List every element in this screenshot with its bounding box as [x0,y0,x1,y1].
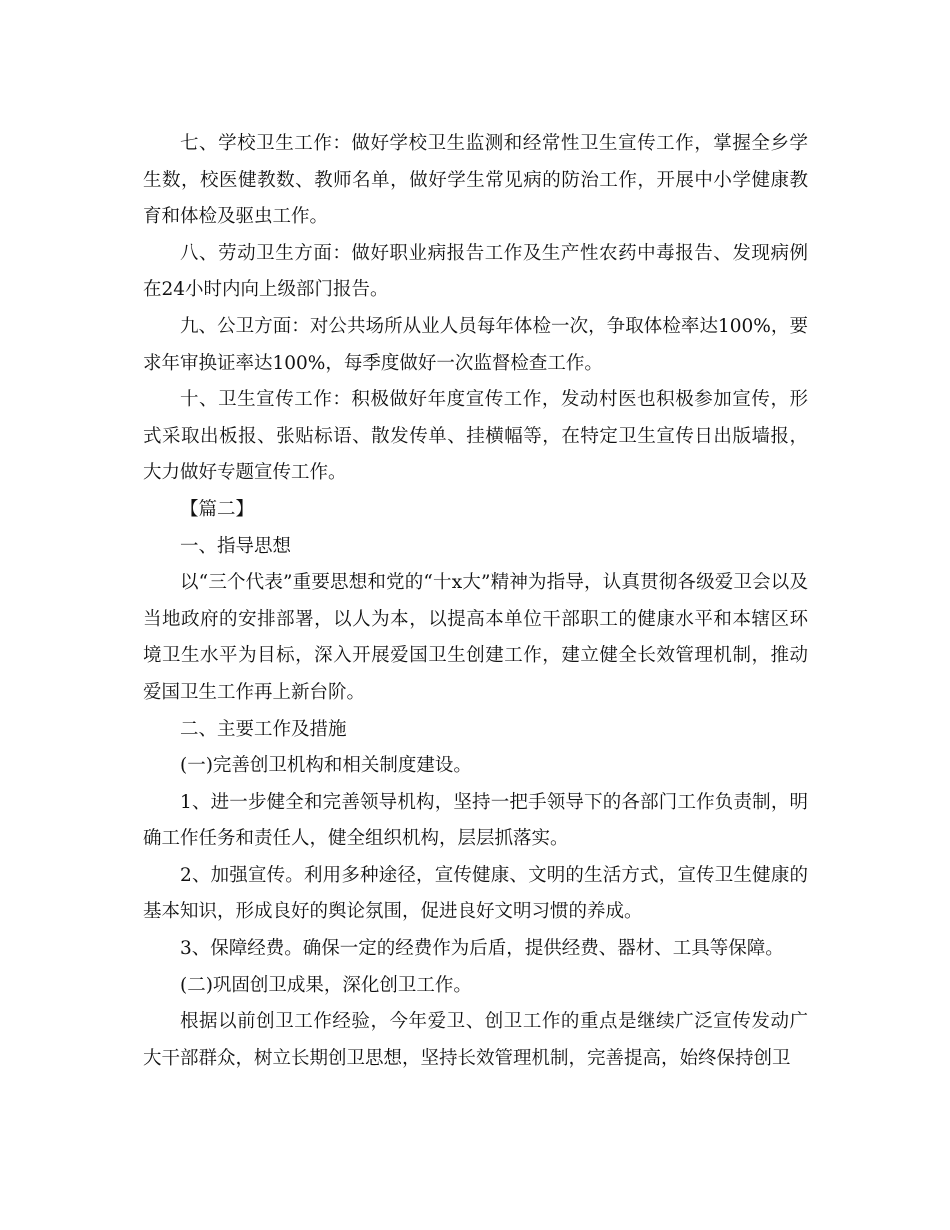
paragraph-funding: 3、保障经费。确保一定的经费作为后盾，提供经费、器材、工具等保障。 [180,938,784,960]
subheading-institution-building: (一)完善创卫机构和相关制度建设。 [180,755,472,777]
paragraph-guiding-ideology: 以“三个代表”重要思想和党的“十x大”精神为指导，认真贯彻各级爱卫会以及当地政府的安排部署，以人为本，以提高本单位干部职工的健康水平和本辖区环境卫生水平为目标，深入开展爱国卫生创建工作，建立健全长效管理机制，推动爱国卫生工作再上新台阶。 [143,572,808,703]
document-body [143,126,808,1077]
paragraph-leadership: 1、进一步健全和完善领导机构，坚持一把手领导下的各部门工作负责制，明确工作任务和责任人，健全组织机构，层层抓落实。 [143,791,808,850]
section-heading-part-two: 【篇二】 [180,498,255,520]
paragraph-publicity: 2、加强宣传。利用多种途径，宣传健康、文明的生活方式，宣传卫生健康的基本知识，形成良好的舆论氛围，促进良好文明习惯的养成。 [143,864,808,923]
paragraph-labor-hygiene: 八、劳动卫生方面：做好职业病报告工作及生产性农药中毒报告、发现病例在24小时内向上级部门报告。 [143,242,808,301]
paragraph-public-hygiene: 九、公卫方面：对公共场所从业人员每年体检一次，争取体检率达100%，要求年审换证率达100%，每季度做好一次监督检查工作。 [143,315,808,374]
paragraph-school-hygiene: 七、学校卫生工作：做好学校卫生监测和经常性卫生宣传工作，掌握全乡学生数，校医健教数、教师名单，做好学生常见病的防治工作，开展中小学健康教育和体检及驱虫工作。 [143,133,808,228]
paragraph-past-experience: 根据以前创卫工作经验，今年爱卫、创卫工作的重点是继续广泛宣传发动广大干部群众，树立长期创卫思想，坚持长效管理机制，完善提高，始终保持创卫 [143,1011,808,1069]
heading-guiding-ideology: 一、指导思想 [180,535,292,557]
heading-main-work-measures: 二、主要工作及措施 [180,718,347,740]
paragraph-hygiene-publicity: 十、卫生宣传工作：积极做好年度宣传工作，发动村医也积极参加宣传，形式采取出板报、张贴标语、散发传单、挂横幅等，在特定卫生宣传日出版墙报，大力做好专题宣传工作。 [143,389,808,484]
subheading-consolidate-results: (二)巩固创卫成果，深化创卫工作。 [180,974,472,996]
